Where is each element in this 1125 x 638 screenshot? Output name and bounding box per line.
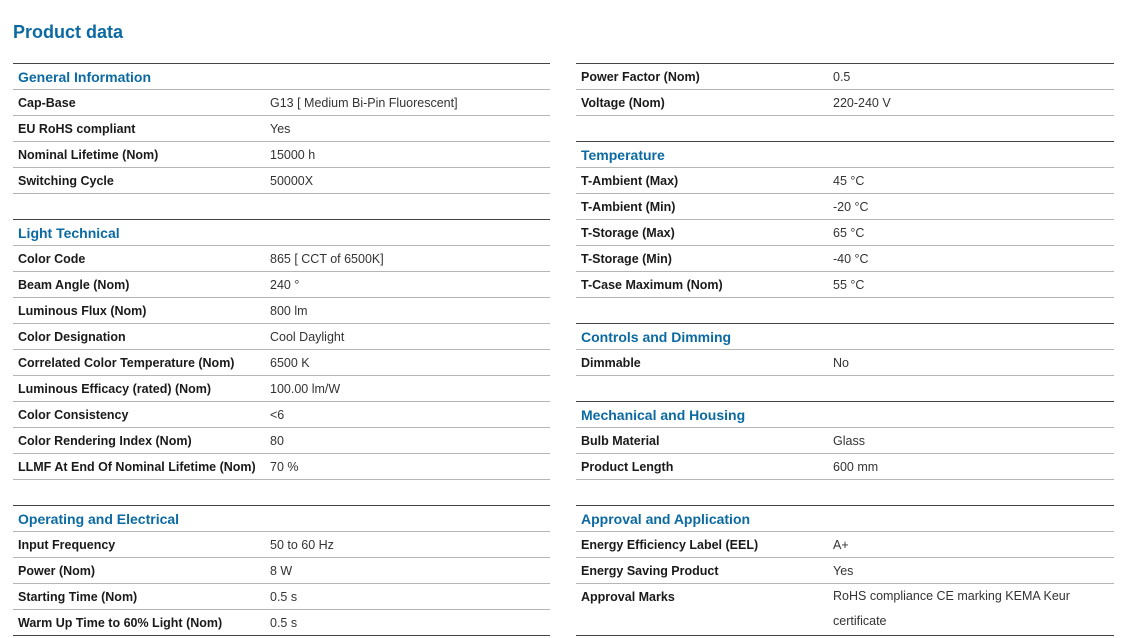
spec-label: Approval Marks — [581, 590, 675, 604]
spec-label: Nominal Lifetime (Nom) — [18, 147, 159, 162]
spec-value: Yes — [270, 121, 291, 136]
spec-row-color-code — [13, 245, 550, 271]
spec-value: 0.5 — [833, 69, 851, 84]
spec-label: T-Ambient (Max) — [581, 173, 679, 188]
spec-row-beam-angle-nom — [13, 271, 550, 297]
spacer-row — [576, 479, 1114, 505]
section-title: Approval and Application — [581, 510, 751, 527]
spec-row-switching-cycle — [13, 167, 550, 193]
spec-value: 600 mm — [833, 459, 879, 474]
section-header-general-information — [13, 63, 550, 89]
spec-value: Cool Daylight — [270, 329, 345, 344]
spacer-row — [576, 375, 1114, 401]
section-title: Mechanical and Housing — [581, 406, 746, 423]
spec-row-dimmable — [576, 349, 1114, 375]
section-header-controls-and-dimming — [576, 323, 1114, 349]
spec-row-llmf-at-end-of-nominal-lifetime-nom — [13, 453, 550, 479]
spec-label: Power Factor (Nom) — [581, 69, 700, 84]
spec-row-color-consistency — [13, 401, 550, 427]
spec-value: 240 ° — [270, 277, 300, 292]
spec-label: Switching Cycle — [18, 173, 114, 188]
spec-value: No — [833, 355, 849, 370]
spec-row-t-case-maximum-nom — [576, 271, 1114, 297]
spec-row-eu-rohs-compliant — [13, 115, 550, 141]
spec-value: 45 °C — [833, 173, 865, 188]
spec-label: T-Storage (Min) — [581, 251, 672, 266]
spec-row-t-storage-max — [576, 219, 1114, 245]
spec-label: Product Length — [581, 459, 674, 474]
section-header-light-technical — [13, 219, 550, 245]
spec-label: Cap-Base — [18, 95, 76, 110]
spec-label: LLMF At End Of Nominal Lifetime (Nom) — [18, 459, 256, 474]
spec-value: 50 to 60 Hz — [270, 537, 334, 552]
spec-label: Luminous Flux (Nom) — [18, 303, 147, 318]
spec-row-power-factor-nom — [576, 63, 1114, 89]
spec-label: Color Consistency — [18, 407, 129, 422]
spec-value: -40 °C — [833, 251, 869, 266]
spec-row-voltage-nom — [576, 89, 1114, 115]
spec-row-correlated-color-temperature-nom — [13, 349, 550, 375]
spec-row-warm-up-time-to-60-light-nom — [13, 609, 550, 636]
section-header-operating-and-electrical — [13, 505, 550, 531]
section-title: General Information — [18, 68, 152, 85]
spec-value: 220-240 V — [833, 95, 891, 110]
spec-label: Luminous Efficacy (rated) (Nom) — [18, 381, 212, 396]
spec-label: T-Ambient (Min) — [581, 199, 676, 214]
spec-row-color-rendering-index-nom — [13, 427, 550, 453]
spec-row-t-ambient-min — [576, 193, 1114, 219]
spec-label: Beam Angle (Nom) — [18, 277, 130, 292]
spec-label: Correlated Color Temperature (Nom) — [18, 355, 235, 370]
spec-value: G13 [ Medium Bi-Pin Fluorescent] — [270, 95, 458, 110]
spec-label: T-Storage (Max) — [581, 225, 675, 240]
section-header-temperature — [576, 141, 1114, 167]
spec-row-cap-base — [13, 89, 550, 115]
spec-value: 6500 K — [270, 355, 310, 370]
spec-row-energy-efficiency-label-eel — [576, 531, 1114, 557]
spec-value: 65 °C — [833, 225, 865, 240]
spacer-row — [576, 115, 1114, 141]
spec-label: EU RoHS compliant — [18, 121, 136, 136]
page-title: Product data — [13, 22, 124, 42]
spec-label: Power (Nom) — [18, 563, 96, 578]
spec-value: <6 — [270, 407, 285, 422]
spec-label: Voltage (Nom) — [581, 95, 665, 110]
spacer-row — [13, 193, 550, 219]
spec-value: Glass — [833, 433, 865, 448]
spec-row-bulb-material — [576, 427, 1114, 453]
spec-value: 15000 h — [270, 147, 316, 162]
spec-value: Yes — [833, 563, 854, 578]
spacer-row — [13, 479, 550, 505]
spec-label: Color Designation — [18, 329, 126, 344]
spec-row-nominal-lifetime-nom — [13, 141, 550, 167]
spec-value: 0.5 s — [270, 589, 298, 604]
left-spec-column — [13, 63, 550, 636]
spec-row-product-length — [576, 453, 1114, 479]
spec-label: Dimmable — [581, 355, 641, 370]
spec-row-approval-marks — [576, 583, 1114, 636]
section-title: Temperature — [581, 146, 665, 163]
spec-label: Color Code — [18, 251, 86, 266]
spec-row-t-storage-min — [576, 245, 1114, 271]
spec-value: -20 °C — [833, 199, 869, 214]
spec-label: Warm Up Time to 60% Light (Nom) — [18, 615, 223, 630]
spec-value: 55 °C — [833, 277, 865, 292]
spec-value: 800 lm — [270, 303, 308, 318]
spec-value: 865 [ CCT of 6500K] — [270, 251, 384, 266]
section-title: Operating and Electrical — [18, 510, 180, 527]
spec-label: Energy Saving Product — [581, 563, 719, 578]
spec-value: 8 W — [270, 563, 293, 578]
spec-label: Energy Efficiency Label (EEL) — [581, 537, 759, 552]
spec-value: A+ — [833, 537, 849, 552]
spec-row-starting-time-nom — [13, 583, 550, 609]
spec-value: 50000X — [270, 173, 314, 188]
spec-value: 80 — [270, 433, 284, 448]
spec-value: 100.00 lm/W — [270, 381, 341, 396]
spec-value: RoHS compliance CE marking KEMA Keur certificate — [833, 589, 1070, 628]
spec-label: Input Frequency — [18, 537, 116, 552]
section-header-approval-and-application — [576, 505, 1114, 531]
spec-row-energy-saving-product — [576, 557, 1114, 583]
section-title: Light Technical — [18, 224, 120, 241]
spec-label: Starting Time (Nom) — [18, 589, 138, 604]
section-header-mechanical-and-housing — [576, 401, 1114, 427]
spec-value: 0.5 s — [270, 615, 298, 630]
spec-row-t-ambient-max — [576, 167, 1114, 193]
right-spec-column — [576, 63, 1114, 636]
spacer-row — [576, 297, 1114, 323]
section-title: Controls and Dimming — [581, 328, 732, 345]
spec-row-color-designation — [13, 323, 550, 349]
spec-row-luminous-flux-nom — [13, 297, 550, 323]
spec-label: T-Case Maximum (Nom) — [581, 277, 723, 292]
spec-row-input-frequency — [13, 531, 550, 557]
spec-row-luminous-efficacy-rated-nom — [13, 375, 550, 401]
spec-label: Bulb Material — [581, 433, 660, 448]
spec-label: Color Rendering Index (Nom) — [18, 433, 192, 448]
spec-value: 70 % — [270, 459, 299, 474]
spec-row-power-nom — [13, 557, 550, 583]
